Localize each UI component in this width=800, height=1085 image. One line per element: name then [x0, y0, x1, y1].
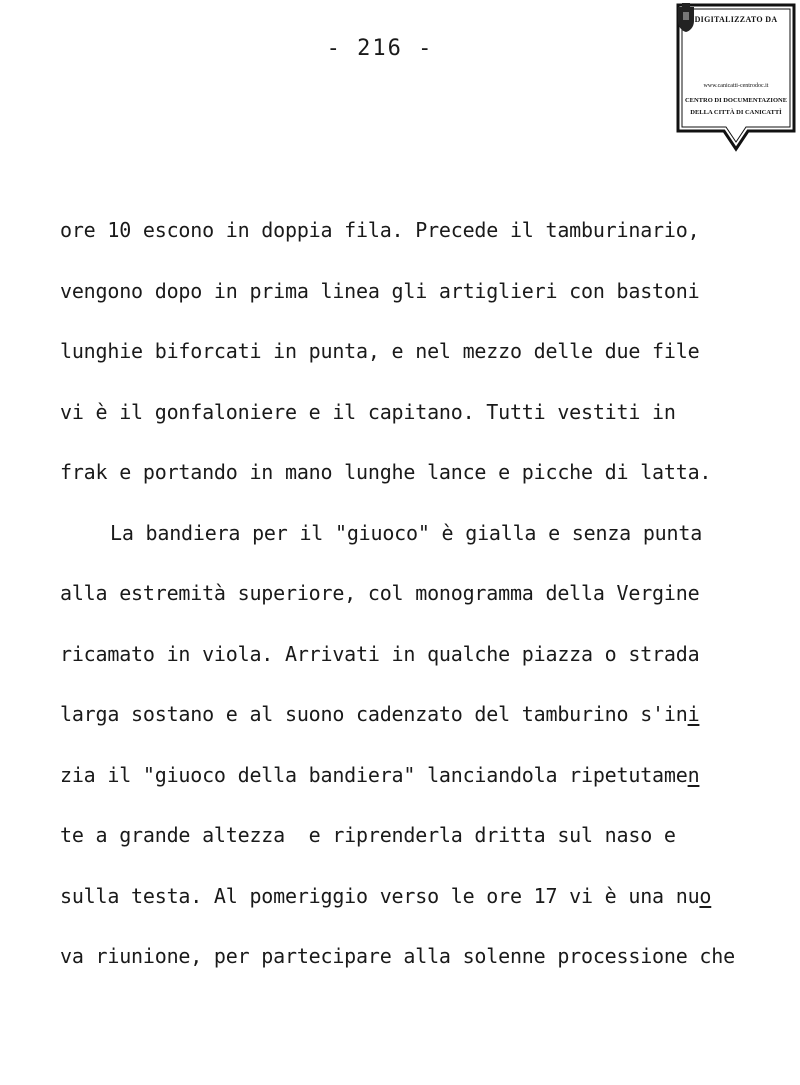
text-line-2: vengono dopo in prima linea gli artiglieri con bastoni — [60, 278, 700, 303]
text-line-1: ore 10 escono in doppia fila. Precede il tamburinario, — [60, 218, 700, 242]
stamp-header: DIGITALIZZATO DA — [694, 15, 778, 24]
town-crest-icon — [676, 3, 696, 33]
text-line-10-underlined: n — [687, 762, 700, 787]
digitization-stamp — [676, 3, 796, 143]
text-line-12-main: sulla testa. Al pomeriggio verso le ore 17 vi è una nu — [60, 883, 700, 908]
text-line-12-underlined: o — [699, 883, 712, 908]
text-line-9-underlined: i — [687, 702, 700, 726]
stamp-line-1: CENTRO DI DOCUMENTAZIONE — [684, 97, 788, 104]
text-line-7: alla estremità superiore, col monogramma della Vergine — [60, 581, 700, 605]
text-line-10 — [60, 755, 770, 816]
typed-text-body — [60, 210, 770, 997]
text-line-10-main: zia il "giuoco della bandiera" lanciandola ripetutame — [60, 762, 688, 787]
text-line-13: va riunione, per partecipare alla solenne processione che — [60, 944, 735, 968]
text-line-5: frak e portando in mano lunghe lance e picche di latta. — [60, 460, 712, 484]
text-line-11: te a grande altezza e riprenderla dritta sul naso e — [60, 823, 676, 847]
stamp-line-2: DELLA CITTÀ DI CANICATTÌ — [690, 109, 782, 116]
page-number: - 216 - — [326, 36, 434, 61]
text-line-4: vi è il gonfaloniere e il capitano. Tutti vestiti in — [60, 399, 676, 424]
text-line-12 — [60, 876, 770, 937]
text-line-6-paragraph-start: La bandiera per il "giuoco" è gialla e senza punta — [110, 520, 703, 545]
text-line-8: ricamato in viola. Arrivati in qualche piazza o strada — [60, 641, 700, 666]
text-line-9-main: larga sostano e al suono cadenzato del tamburino s'in — [60, 702, 688, 726]
stamp-url: www.canicatti-centrodoc.it — [703, 83, 769, 89]
text-line-3: lunghie biforcati in punta, e nel mezzo delle due file — [60, 339, 700, 363]
text-line-9 — [60, 694, 770, 755]
